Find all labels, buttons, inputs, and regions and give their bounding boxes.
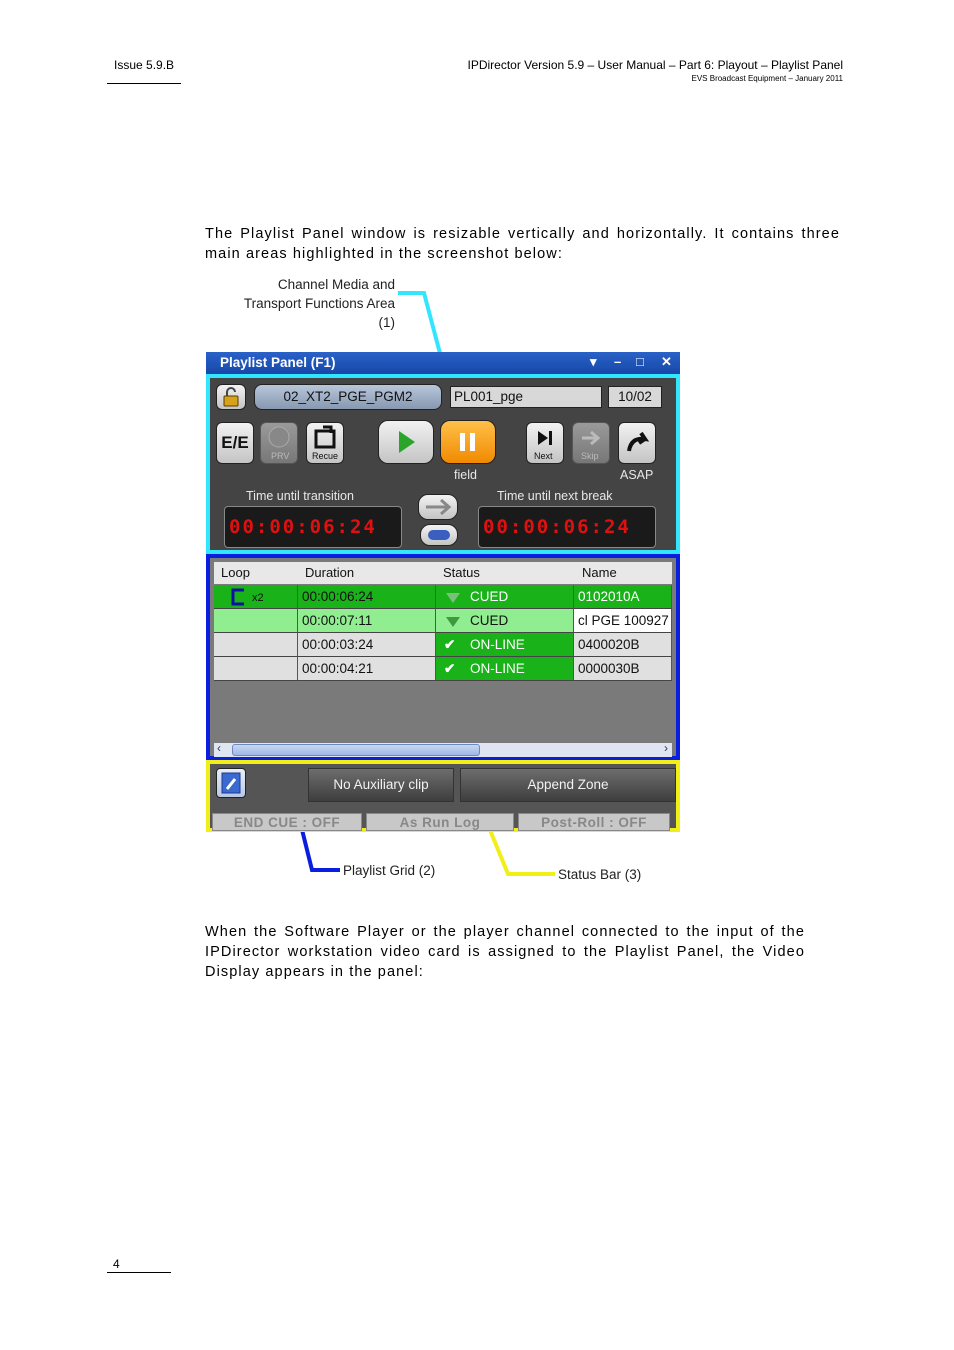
document-title: IPDirector Version 5.9 – User Manual – Part 6: Playout – Playlist Panel xyxy=(467,58,843,72)
menu-dropdown-icon[interactable]: ▾ xyxy=(590,354,597,369)
check-icon: ✔ xyxy=(444,661,456,676)
more-options-button[interactable] xyxy=(420,524,458,546)
field-label: field xyxy=(454,468,477,482)
next-button[interactable] xyxy=(526,422,564,464)
padlock-icon xyxy=(217,385,245,409)
transition-arrow-button[interactable] xyxy=(418,494,458,520)
time-transition-display: 00:00:06:24 xyxy=(224,506,402,548)
scroll-left-icon[interactable]: ‹ xyxy=(217,741,221,755)
playlist-name-field[interactable]: PL001_pge xyxy=(450,386,602,408)
duration-cell[interactable]: 00:00:03:24 xyxy=(298,633,436,657)
column-status[interactable]: Status xyxy=(443,565,480,580)
intro-paragraph: The Playlist Panel window is resizable vertically and horizontally. It contains three main areas highlighted in the screenshot below: xyxy=(205,226,840,262)
name-cell[interactable]: 0400020B xyxy=(574,633,672,657)
wrench-icon xyxy=(217,769,245,797)
settings-wrench-button[interactable] xyxy=(216,768,246,798)
status-text: CUED xyxy=(470,613,509,628)
play-icon xyxy=(379,421,433,463)
name-cell[interactable]: 0102010A xyxy=(574,585,672,609)
duration-cell[interactable]: 00:00:04:21 xyxy=(298,657,436,681)
leader-line-area3 xyxy=(490,830,555,874)
panel-titlebar xyxy=(206,352,680,374)
recue-label: Recue xyxy=(312,451,339,461)
page-number: 4 xyxy=(113,1257,120,1271)
callout-area2: Playlist Grid (2) xyxy=(343,863,436,878)
append-zone-field[interactable]: Append Zone xyxy=(460,768,676,802)
playlist-grid-area xyxy=(206,554,680,760)
skip-button[interactable] xyxy=(572,422,610,464)
column-duration[interactable]: Duration xyxy=(305,565,355,580)
status-cell[interactable] xyxy=(436,609,574,633)
loop-cell[interactable] xyxy=(214,609,298,633)
right-arrow-icon xyxy=(419,495,457,519)
column-loop[interactable]: Loop xyxy=(221,565,250,580)
status-text: ON-LINE xyxy=(470,661,525,676)
ellipsis-icon xyxy=(421,525,457,545)
loop-count: x2 xyxy=(252,592,264,604)
duration-cell[interactable]: 00:00:06:24 xyxy=(298,585,436,609)
recue-icon xyxy=(307,423,343,451)
recue-button[interactable] xyxy=(306,422,344,464)
cued-triangle-icon xyxy=(445,616,461,628)
film-reel-icon xyxy=(261,423,297,451)
loop-cell[interactable] xyxy=(214,585,298,609)
curved-arrow-icon xyxy=(619,423,655,463)
pause-button[interactable] xyxy=(440,420,496,464)
status-bar-area xyxy=(206,760,680,832)
status-cell[interactable] xyxy=(436,657,574,681)
footer-rule xyxy=(107,1272,171,1273)
close-icon[interactable]: ✕ xyxy=(661,354,672,369)
minimize-icon[interactable]: – xyxy=(614,354,622,369)
pause-icon xyxy=(441,421,495,463)
name-cell[interactable]: 0000030B xyxy=(574,657,672,681)
check-icon: ✔ xyxy=(444,637,456,652)
ee-button[interactable]: E/E xyxy=(216,422,254,464)
as-run-log-status[interactable]: As Run Log xyxy=(366,813,514,831)
prv-button[interactable] xyxy=(260,422,298,464)
asap-label: ASAP xyxy=(620,468,654,482)
post-roll-status: Post-Roll : OFF xyxy=(518,813,670,831)
callout-area3: Status Bar (3) xyxy=(558,867,642,882)
status-cell[interactable] xyxy=(436,585,574,609)
status-text: CUED xyxy=(470,589,509,604)
next-icon xyxy=(527,423,563,451)
skip-label: Skip xyxy=(581,451,599,461)
cued-triangle-icon xyxy=(445,592,461,604)
lock-button[interactable] xyxy=(216,384,246,410)
callout-area1-line2: Transport Functions Area (1) xyxy=(243,296,395,330)
channel-selector[interactable]: 02_XT2_PGE_PGM2 xyxy=(254,384,442,410)
auxiliary-clip-field[interactable]: No Auxiliary clip xyxy=(308,768,454,802)
panel-title: Playlist Panel (F1) xyxy=(220,355,336,370)
scrollbar-thumb[interactable] xyxy=(232,744,480,756)
document-subtitle: EVS Broadcast Equipment – January 2011 xyxy=(691,74,843,83)
next-label: Next xyxy=(534,451,553,461)
counter-field: 10/02 xyxy=(608,386,662,408)
status-cell[interactable] xyxy=(436,633,574,657)
status-text: ON-LINE xyxy=(470,637,525,652)
loop-cell[interactable] xyxy=(214,633,298,657)
end-cue-status: END CUE : OFF xyxy=(212,813,362,831)
loop-cell[interactable] xyxy=(214,657,298,681)
asap-button[interactable] xyxy=(618,422,656,464)
name-cell[interactable]: cl PGE 100927 xyxy=(574,609,672,633)
play-button[interactable] xyxy=(378,420,434,464)
horizontal-scrollbar[interactable] xyxy=(214,743,672,757)
duration-cell[interactable]: 00:00:07:11 xyxy=(298,609,436,633)
video-display-paragraph: When the Software Player or the player channel connected to the input of the IPDirector workstation video card is assigned to the Playlist Panel, the Video Display appears in the panel: xyxy=(205,924,805,980)
maximize-icon[interactable]: □ xyxy=(636,354,644,369)
skip-arrow-icon xyxy=(573,423,609,451)
time-break-label: Time until next break xyxy=(497,489,613,503)
time-transition-label: Time until transition xyxy=(246,489,354,503)
column-name[interactable]: Name xyxy=(582,565,617,580)
time-break-display: 00:00:06:24 xyxy=(478,506,656,548)
grid-header xyxy=(214,562,672,584)
scroll-right-icon[interactable]: › xyxy=(664,741,668,755)
callout-area1-line1: Channel Media and xyxy=(277,277,395,292)
issue-label: Issue 5.9.B xyxy=(114,58,175,72)
prv-label: PRV xyxy=(271,451,290,461)
playlist-panel-window xyxy=(206,352,680,832)
channel-transport-area xyxy=(206,374,680,554)
